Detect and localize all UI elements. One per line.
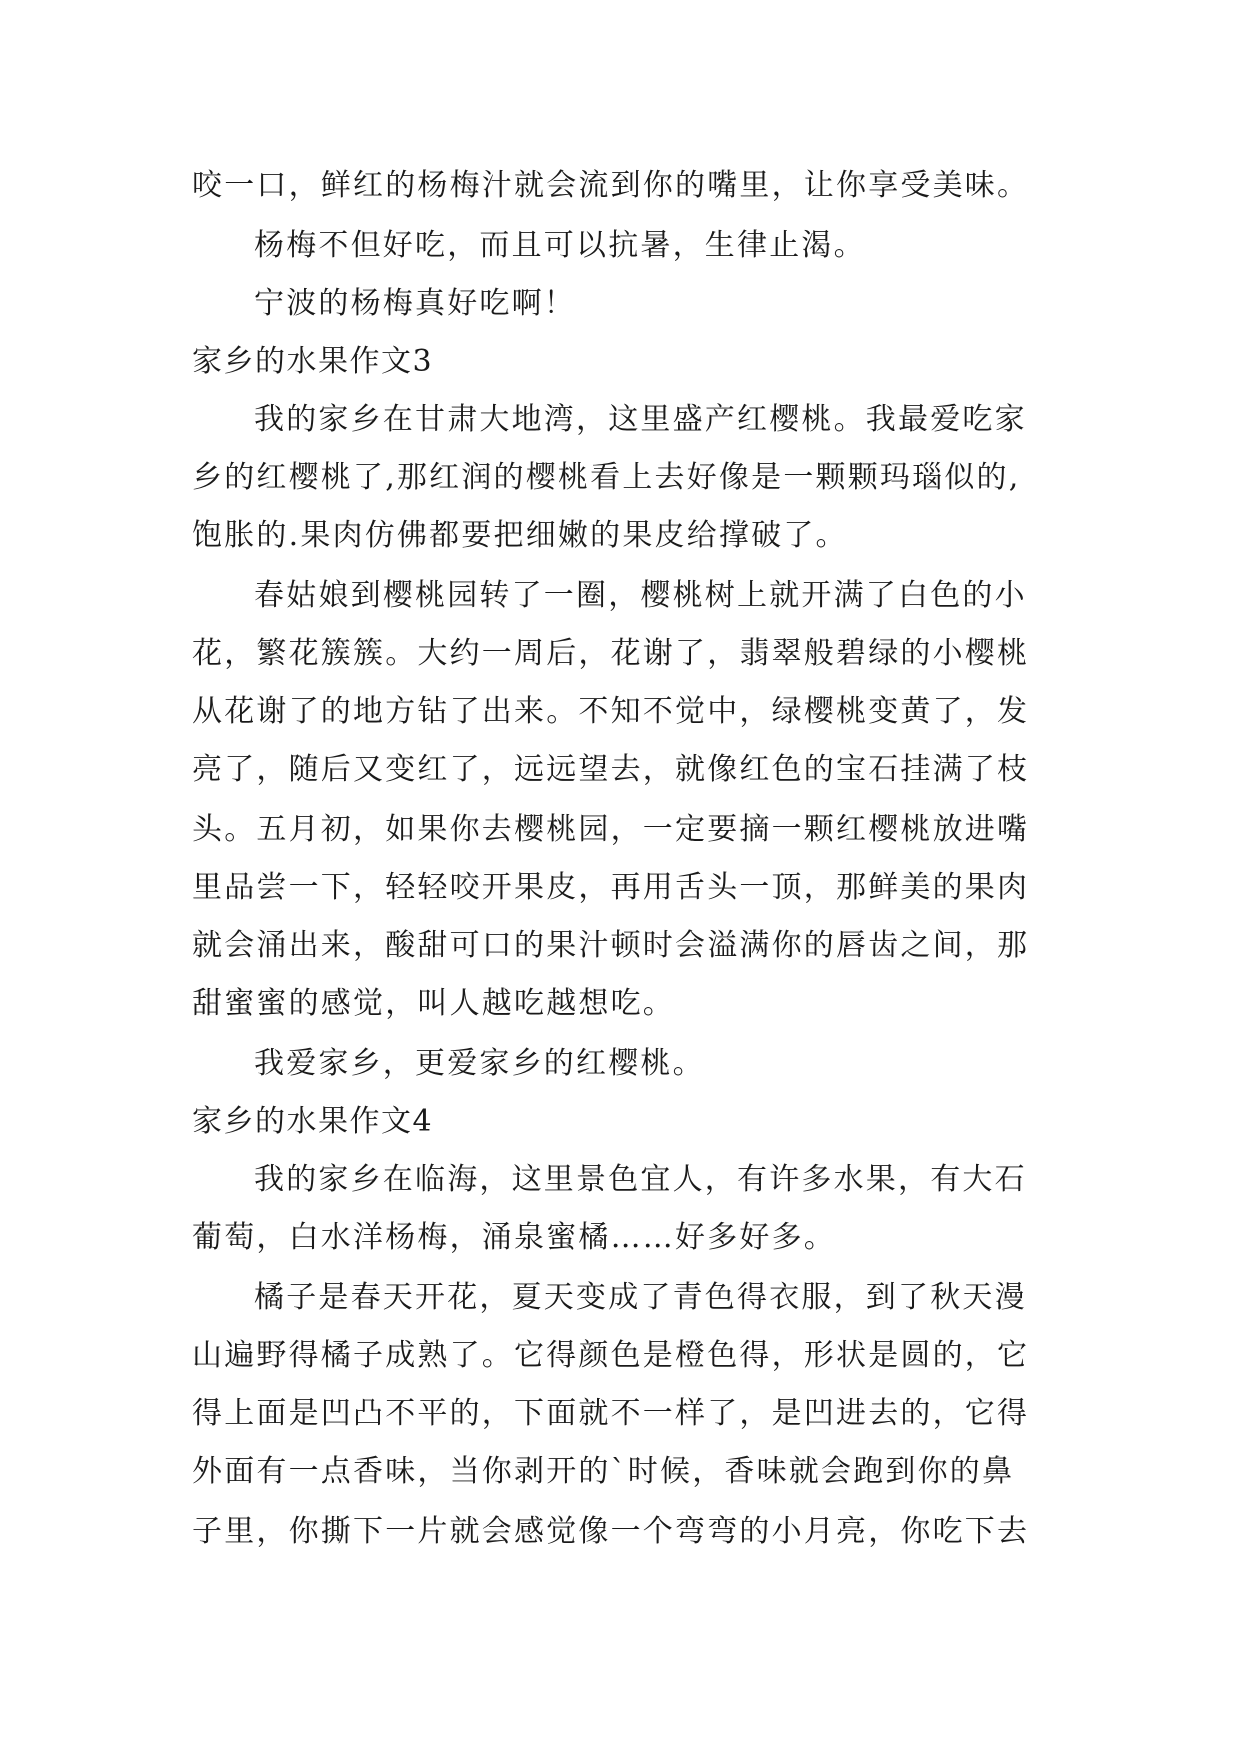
paragraph-line: 里品尝一下，轻轻咬开果皮，再用舌头一顶，那鲜美的果肉 [192, 870, 1030, 905]
paragraph-line: 就会涌出来，酸甜可口的果汁顿时会溢满你的唇齿之间，那 [192, 928, 1030, 963]
paragraph-line: 杨梅不但好吃，而且可以抗暑，生律止渴。 [254, 228, 866, 263]
paragraph-line: 宁波的杨梅真好吃啊！ [254, 286, 576, 321]
section-heading: 家乡的水果作文4 [192, 1104, 434, 1139]
paragraph-line: 从花谢了的地方钻了出来。不知不觉中，绿樱桃变黄了，发 [192, 694, 1030, 729]
paragraph-line: 我的家乡在甘肃大地湾，这里盛产红樱桃。我最爱吃家 [254, 402, 1027, 437]
paragraph-line: 山遍野得橘子成熟了。它得颜色是橙色得，形状是圆的，它 [192, 1338, 1030, 1373]
paragraph-line: 我爱家乡，更爱家乡的红樱桃。 [254, 1046, 705, 1081]
paragraph-line: 乡的红樱桃了,那红润的樱桃看上去好像是一颗颗玛瑙似的, [192, 460, 1021, 495]
paragraph-line: 花，繁花簇簇。大约一周后，花谢了，翡翠般碧绿的小樱桃 [192, 636, 1030, 671]
paragraph-line: 亮了，随后又变红了，远远望去，就像红色的宝石挂满了枝 [192, 752, 1030, 787]
paragraph-line: 葡萄，白水洋杨梅，涌泉蜜橘……好多好多。 [192, 1220, 836, 1255]
paragraph-line: 子里，你撕下一片就会感觉像一个弯弯的小月亮，你吃下去 [192, 1514, 1030, 1549]
paragraph-line: 我的家乡在临海，这里景色宜人，有许多水果，有大石 [254, 1162, 1027, 1197]
paragraph-line: 外面有一点香味，当你剥开的`时候，香味就会跑到你的鼻 [192, 1454, 1015, 1489]
paragraph-line: 头。五月初，如果你去樱桃园，一定要摘一颗红樱桃放进嘴 [192, 812, 1030, 847]
section-heading: 家乡的水果作文3 [192, 344, 434, 379]
paragraph-line: 得上面是凹凸不平的，下面就不一样了，是凹进去的，它得 [192, 1396, 1030, 1431]
paragraph-line: 春姑娘到樱桃园转了一圈，樱桃树上就开满了白色的小 [254, 578, 1027, 613]
paragraph-line: 橘子是春天开花，夏天变成了青色得衣服，到了秋天漫 [254, 1280, 1027, 1315]
paragraph-line: 饱胀的.果肉仿佛都要把细嫩的果皮给撑破了。 [192, 518, 848, 553]
paragraph-line: 甜蜜蜜的感觉，叫人越吃越想吃。 [192, 986, 675, 1021]
paragraph-line: 咬一口，鲜红的杨梅汁就会流到你的嘴里，让你享受美味。 [192, 168, 1030, 203]
